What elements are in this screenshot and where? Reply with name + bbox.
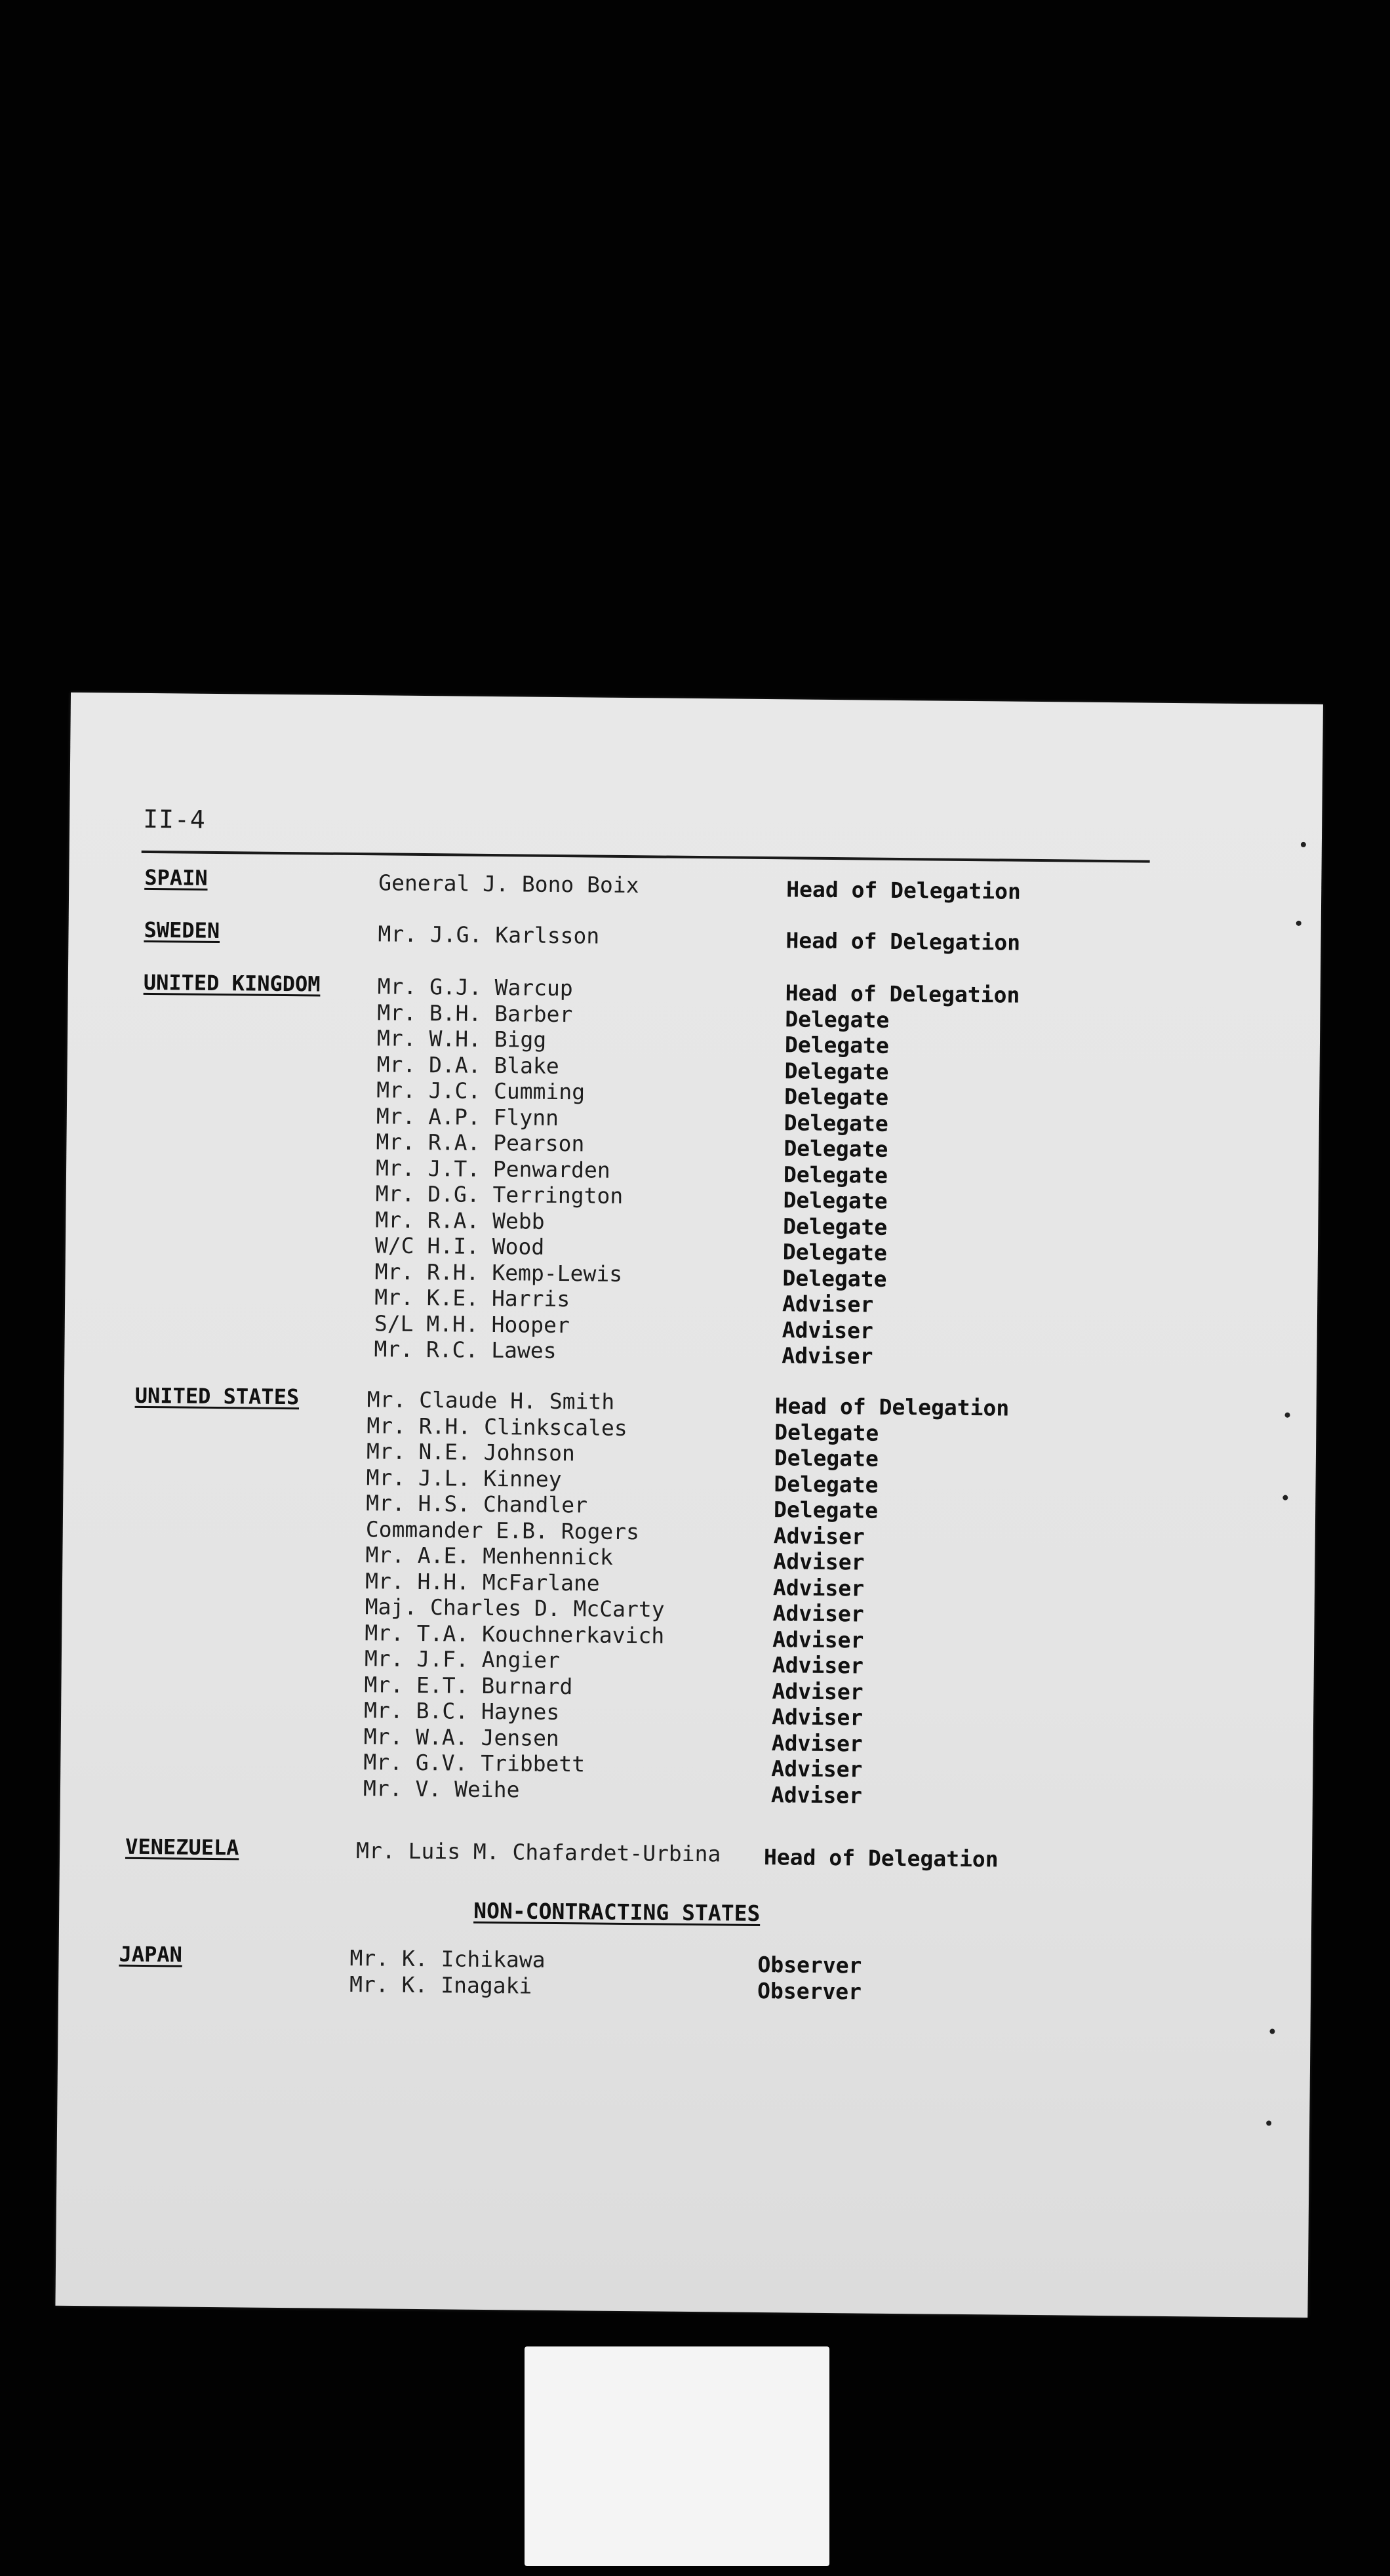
member-name: W/C H.I. Wood — [374, 1232, 545, 1260]
member-name: Mr. H.S. Chandler — [366, 1490, 588, 1518]
member-row — [356, 1838, 1300, 1872]
member-list-spain — [378, 870, 1322, 904]
member-name: Maj. Charles D. McCarty — [365, 1594, 665, 1622]
member-name: Mr. W.H. Bigg — [376, 1025, 547, 1053]
member-role: Adviser — [772, 1678, 864, 1705]
member-role: Delegate — [782, 1239, 888, 1266]
scan-speck — [1282, 1495, 1288, 1500]
member-name: Mr. J.L. Kinney — [366, 1464, 562, 1492]
member-name: Mr. R.A. Pearson — [376, 1129, 585, 1157]
member-name: Mr. J.F. Angier — [364, 1645, 561, 1674]
member-name: Commander E.B. Rogers — [365, 1516, 640, 1544]
country-label-united-states: UNITED STATES — [134, 1382, 300, 1410]
member-role: Head of Delegation — [786, 876, 1022, 904]
member-list-united-kingdom — [374, 973, 1322, 1371]
member-role: Observer — [757, 1977, 862, 2004]
scan-speck — [1296, 921, 1301, 926]
member-name: Mr. R.H. Clinkscales — [367, 1412, 627, 1441]
page-number: II-4 — [142, 804, 206, 834]
member-name: Mr. G.J. Warcup — [377, 973, 573, 1001]
member-name: Mr. R.A. Webb — [375, 1206, 545, 1234]
member-row — [378, 870, 1322, 904]
member-role: Delegate — [782, 1264, 887, 1292]
member-role: Head of Delegation — [763, 1844, 999, 1872]
member-role: Delegate — [774, 1470, 879, 1498]
scan-speck — [1285, 1413, 1290, 1418]
member-role: Adviser — [770, 1781, 863, 1808]
member-role: Adviser — [782, 1342, 873, 1369]
member-role: Delegate — [784, 1032, 890, 1058]
member-name: Mr. V. Weihe — [363, 1775, 520, 1802]
member-role: Observer — [757, 1951, 862, 1979]
member-row — [378, 921, 1322, 956]
member-list-venezuela — [356, 1838, 1300, 1872]
member-name: Mr. B.H. Barber — [377, 999, 573, 1027]
member-name: Mr. E.T. Burnard — [364, 1671, 573, 1699]
member-name: Mr. B.C. Haynes — [363, 1697, 560, 1725]
member-role: Delegate — [783, 1213, 888, 1240]
member-name: General J. Bono Boix — [378, 870, 639, 898]
member-name: Mr. G.V. Tribbett — [363, 1749, 586, 1777]
member-role: Adviser — [773, 1548, 865, 1575]
member-role: Head of Delegation — [785, 927, 1021, 956]
header-rule — [142, 851, 1150, 863]
member-name: Mr. J.G. Karlsson — [378, 921, 600, 949]
member-name: Mr. R.H. Kemp-Lewis — [374, 1258, 623, 1287]
member-name: Mr. T.A. Kouchnerkavich — [365, 1619, 665, 1649]
member-role: Adviser — [772, 1626, 864, 1653]
member-name: Mr. Luis M. Chafardet-Urbina — [355, 1838, 721, 1867]
color-target-card — [525, 2346, 829, 2566]
country-label-japan: JAPAN — [119, 1941, 183, 1967]
scan-speck — [1301, 842, 1306, 847]
member-name: Mr. N.E. Johnson — [366, 1438, 576, 1466]
member-name: Mr. J.C. Cumming — [376, 1077, 586, 1105]
member-role: Delegate — [773, 1497, 879, 1523]
member-name: S/L M.H. Hooper — [374, 1310, 570, 1338]
member-name: Mr. J.T. Penwarden — [375, 1154, 610, 1183]
member-role: Adviser — [782, 1316, 874, 1344]
member-role: Adviser — [771, 1756, 863, 1782]
country-label-venezuela: VENEZUELA — [125, 1834, 239, 1861]
member-role: Adviser — [772, 1574, 865, 1601]
country-label-spain: SPAIN — [144, 864, 208, 891]
document-page — [55, 693, 1323, 2318]
member-role: Delegate — [784, 1135, 888, 1162]
member-role: Delegate — [784, 1057, 889, 1085]
member-role: Adviser — [773, 1522, 865, 1550]
member-role: Head of Delegation — [785, 980, 1020, 1008]
member-name: Mr. K.E. Harris — [374, 1284, 570, 1312]
member-name: Mr. A.P. Flynn — [376, 1102, 559, 1131]
member-name: Mr. H.H. McFarlane — [365, 1567, 600, 1596]
member-role: Delegate — [783, 1187, 888, 1214]
member-list-united-states — [363, 1386, 1311, 1810]
scan-speck — [1266, 2120, 1271, 2125]
member-list-japan — [349, 1945, 1294, 2006]
non-contracting-heading: NON-CONTRACTING STATES — [473, 1897, 761, 1927]
member-name: Mr. Claude H. Smith — [367, 1386, 615, 1415]
member-role: Adviser — [771, 1704, 864, 1731]
member-name: Mr. D.A. Blake — [376, 1051, 559, 1079]
country-label-united-kingdom: UNITED KINGDOM — [143, 969, 321, 997]
member-name: Mr. K. Inagaki — [349, 1971, 532, 1999]
member-name: Mr. A.E. Menhennick — [365, 1542, 614, 1570]
member-role: Delegate — [784, 1083, 889, 1110]
member-role: Adviser — [772, 1600, 864, 1627]
scan-speck — [1269, 2028, 1275, 2034]
member-role: Adviser — [782, 1291, 874, 1318]
member-name: Mr. R.C. Lawes — [374, 1336, 557, 1363]
member-role: Head of Delegation — [774, 1393, 1010, 1421]
member-name: Mr. D.G. Terrington — [375, 1180, 624, 1209]
member-role: Delegate — [783, 1161, 888, 1188]
member-role: Delegate — [774, 1419, 879, 1446]
member-role: Adviser — [772, 1652, 864, 1679]
member-role: Delegate — [774, 1445, 879, 1472]
member-role: Delegate — [785, 1005, 890, 1033]
country-label-sweden: SWEDEN — [144, 917, 220, 944]
member-name: Mr. W.A. Jensen — [363, 1723, 559, 1751]
member-name: Mr. K. Ichikawa — [349, 1945, 546, 1973]
member-role: Delegate — [784, 1109, 888, 1137]
member-list-sweden — [378, 921, 1322, 956]
member-role: Adviser — [771, 1729, 863, 1756]
